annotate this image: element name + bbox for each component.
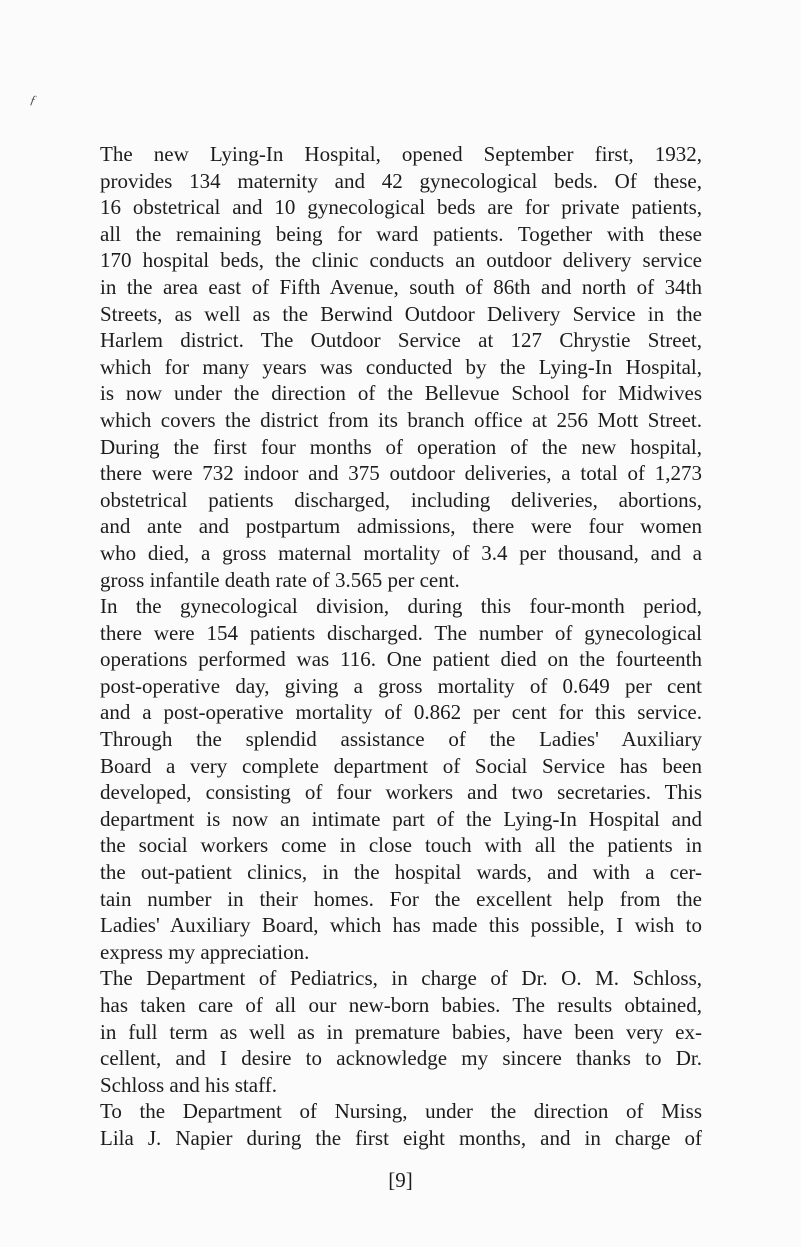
text-line: all the remaining being for ward patients. Together with these: [100, 221, 702, 246]
text-line: tain number in their homes. For the excellent help from the: [100, 886, 702, 911]
text-line: Ladies' Auxiliary Board, which has made this possible, I wish to: [100, 913, 702, 938]
text-line: The Department of Pediatrics, in charge of Dr. O. M. Schloss,: [100, 966, 702, 991]
text-line: operations performed was 116. One patient died on the fourteenth: [100, 647, 702, 672]
text-line: in the area east of Fifth Avenue, south of 86th and north of 34th: [100, 274, 702, 299]
text-line: Through the splendid assistance of the Ladies' Auxiliary: [100, 727, 702, 752]
text-line: who died, a gross maternal mortality of 3.4 per thousand, and a: [100, 540, 702, 565]
text-line: has taken care of all our new-born babies. The results obtained,: [100, 993, 702, 1017]
text-line: which covers the district from its branch office at 256 Mott Street.: [100, 407, 702, 432]
text-line: there were 732 indoor and 375 outdoor deliveries, a total of 1,273: [100, 461, 702, 486]
text-line: During the first four months of operation of the new hospital,: [100, 434, 702, 459]
text-line: the social workers come in close touch with all the patients in: [100, 833, 702, 858]
text-line: department is now an intimate part of the Lying-In Hospital and: [100, 806, 702, 831]
text-line: which for many years was conducted by the Lying-In Hospital,: [100, 354, 702, 379]
text-line: Board a very complete department of Social Service has been: [100, 753, 702, 778]
text-line: Harlem district. The Outdoor Service at 127 Chrystie Street,: [100, 328, 702, 353]
text-line: developed, consisting of four workers and two secretaries. This: [100, 780, 702, 805]
text-line: and ante and postpartum admissions, there were four women: [100, 514, 702, 539]
scan-mark: ƒ: [28, 91, 39, 108]
text-line: Schloss and his staff.: [100, 1072, 277, 1097]
text-line: gross infantile death rate of 3.565 per cent.: [100, 567, 460, 592]
text-line: express my appreciation.: [100, 939, 310, 964]
text-line: is now under the direction of the Bellevue School for Midwives: [100, 381, 702, 406]
text-line: Lila J. Napier during the first eight months, and in charge of: [100, 1125, 702, 1150]
text-line: Streets, as well as the Berwind Outdoor Delivery Service in the: [100, 301, 702, 326]
text-line: 16 obstetrical and 10 gynecological beds are for private patients,: [100, 195, 702, 220]
text-line: To the Department of Nursing, under the direction of Miss: [100, 1099, 702, 1124]
text-line: obstetrical patients discharged, including deliveries, abortions,: [100, 487, 702, 512]
text-line: cellent, and I desire to acknowledge my sincere thanks to Dr.: [100, 1046, 702, 1071]
text-line: post-operative day, giving a gross mortality of 0.649 per cent: [100, 673, 702, 698]
text-line: The new Lying-In Hospital, opened September first, 1932,: [100, 142, 702, 166]
text-line: in full term as well as in premature babies, have been very ex-: [100, 1019, 702, 1044]
text-line: and a post-operative mortality of 0.862 per cent for this service.: [100, 700, 702, 725]
text-line: the out-patient clinics, in the hospital wards, and with a cer-: [100, 860, 702, 885]
text-line: 170 hospital beds, the clinic conducts an outdoor delivery service: [100, 248, 702, 273]
text-line: there were 154 patients discharged. The number of gynecological: [100, 620, 702, 645]
page-number: [9]: [388, 1168, 413, 1192]
text-line: provides 134 maternity and 42 gynecological beds. Of these,: [100, 168, 702, 193]
text-line: In the gynecological division, during this four-month period,: [100, 594, 702, 619]
body-text: [100, 141, 702, 1152]
